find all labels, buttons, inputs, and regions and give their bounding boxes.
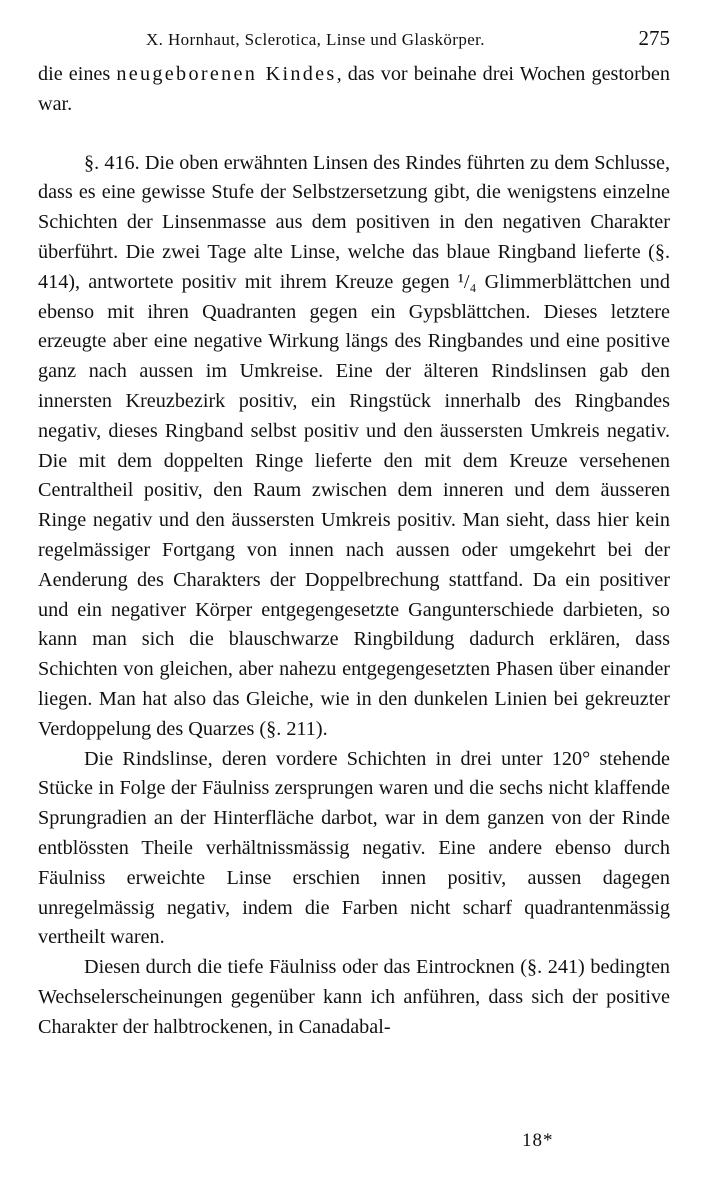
paragraph: §. 416. Die oben erwähnten Linsen des Rindes führten zu dem Schlusse, dass es eine gewisse Stufe der Selbstzersetzung gibt, die wenigstens einzelne Schichten der Linsenmasse aus dem positiven in den negativen Charakter überführt. Die zwei Tage alte Linse, welche das blaue Ringband lieferte (§. 414), antwortete positiv mit ihrem Kreuze gegen ¹/₄ Glimmerblättchen und ebenso mit ihren Quadranten gegen ein Gypsblättchen. Dieses letztere erzeugte aber eine negative Wirkung längs des Ringbandes und eine positive ganz nach aussen im Umkreise. Eine der älteren Rindslinsen gab den innersten Kreuzbezirk positiv, ein Ringstück innerhalb des Ringbandes negativ, dieses Ringband selbst positiv und den äussersten Umkreis negativ. Die mit dem doppelten Ringe lieferte den mit dem Kreuze versehenen Centraltheil positiv, den Raum zwischen dem inneren und dem äusseren Ringe negativ und den äussersten Umkreis positiv. Man sieht, dass hier kein regelmässiger Fortgang von innen nach aussen oder umgekehrt bei der Aenderung des Charakters der Doppelbrechung stattfand. Da ein positiver und ein negativer Körper entgegengesetzte Gangunterschiede darbieten, so kann man sich die blauschwarze Ringbildung dadurch erklären, dass Schichten von gleichen, aber nahezu entgegengesetzten Phasen über einander liegen. Man hat also das Gleiche, wie in den dunkelen Linien bei gekreuzter Verdoppelung des Quarzes (§. 211).	[38, 151, 670, 740]
page-header	[38, 22, 670, 60]
signature-mark: 18*	[522, 1130, 554, 1151]
body-text	[38, 60, 670, 1043]
text-run: die eines	[38, 63, 117, 85]
text-run: , das vor beinahe drei Wochen gestorben war.	[38, 63, 670, 115]
paragraph: Diesen durch die tiefe Fäulniss oder das Eintrocknen (§. 241) bedingten Wechselerscheinungen gegenüber kann ich anführen, dass sich der positive Charakter der halbtrockenen, in Canadabal-	[38, 956, 670, 1038]
paragraph: Die Rindslinse, deren vordere Schichten in drei unter 120° stehende Stücke in Folge der Fäulniss zersprungen waren und die sechs nicht klaffende Sprungradien an der Hinterfläche darbot, war in dem ganzen von der Rinde entblössten Theile verhältnissmässig negativ. Eine andere ebenso durch Fäulniss erweichte Linse erschien innen positiv, aussen dagegen unregelmässig negativ, indem die Farben nicht scharf quadrantenmässig vertheilt waren.	[38, 747, 670, 949]
running-head: X. Hornhaut, Sclerotica, Linse und Glaskörper.	[146, 30, 485, 49]
paragraph	[38, 60, 670, 120]
page-number: 275	[638, 26, 670, 50]
spaced-text: neugeborenen Kindes	[116, 63, 337, 85]
book-page	[38, 22, 670, 1182]
